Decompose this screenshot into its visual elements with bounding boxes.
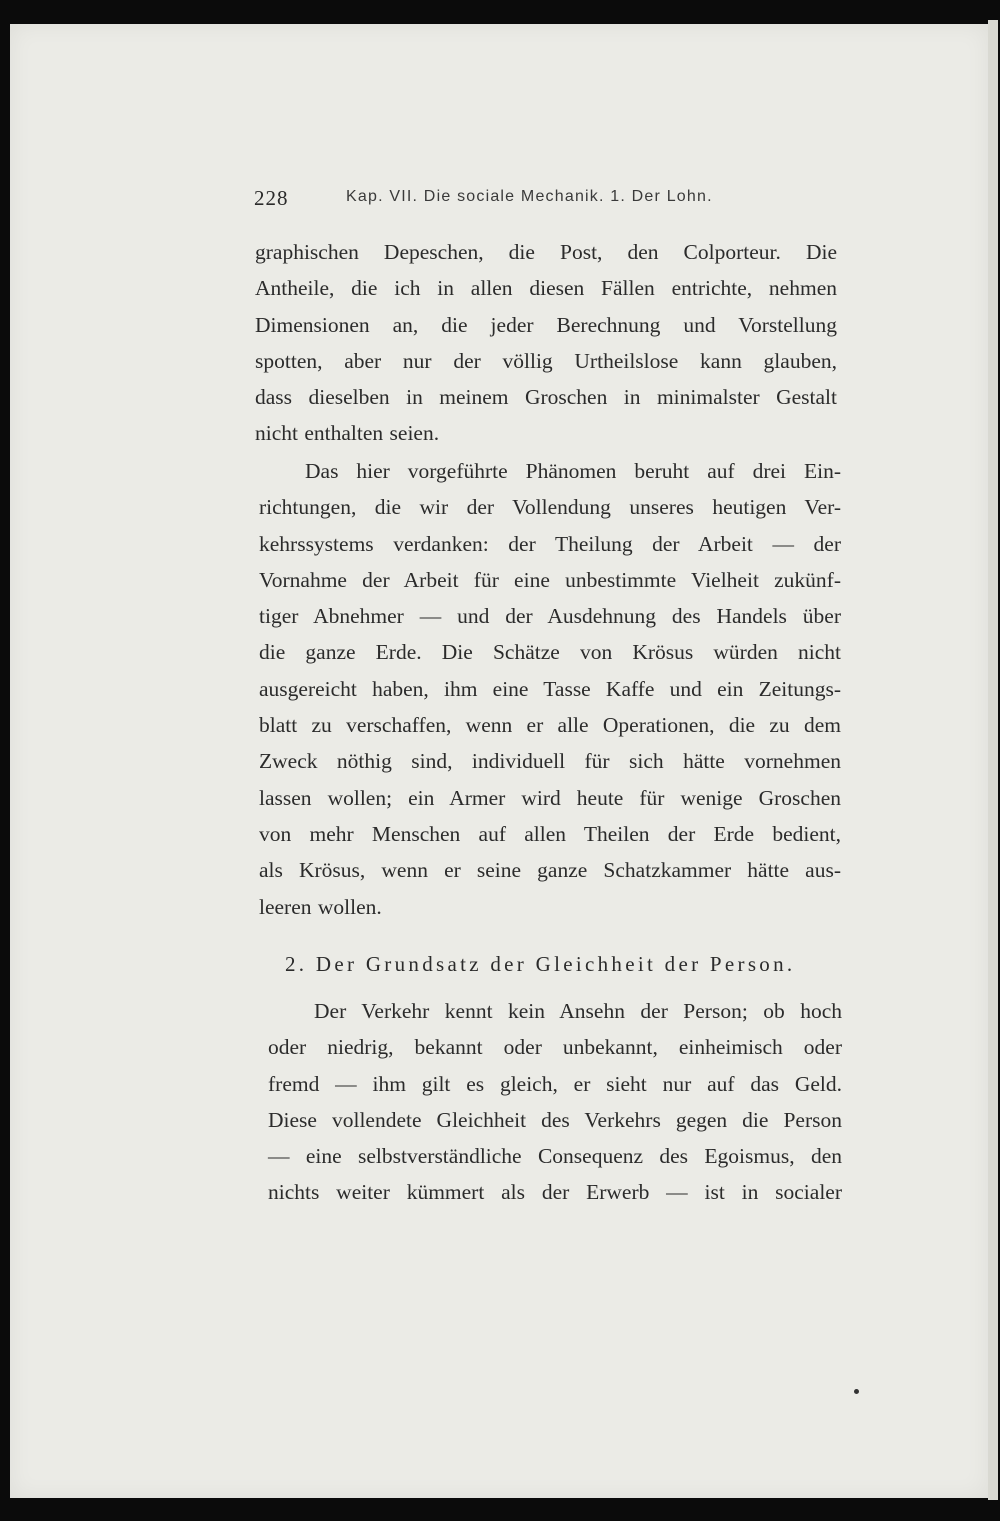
- text-line: Antheile, die ich in allen diesen Fällen entrichte, nehmen: [255, 276, 837, 301]
- text-line: fremd — ihm gilt es gleich, er sieht nur auf das Geld.: [268, 1071, 842, 1096]
- text-line: graphischen Depeschen, die Post, den Colporteur. Die: [255, 240, 837, 264]
- text-line: Zweck nöthig sind, individuell für sich hätte vornehmen: [259, 749, 841, 774]
- text-line: leeren wollen.: [259, 894, 382, 919]
- text-line: Vornahme der Arbeit für eine unbestimmte Vielheit zukünf-: [259, 567, 841, 592]
- text-line: — eine selbstverständliche Consequenz des Egoismus, den: [268, 1144, 842, 1169]
- section-heading: 2. Der Grundsatz der Gleichheit der Person.: [285, 952, 796, 976]
- text-line: die ganze Erde. Die Schätze von Krösus würden nicht: [259, 640, 841, 665]
- running-title: Kap. VII. Die sociale Mechanik. 1. Der Lohn.: [346, 188, 713, 205]
- text-line: tiger Abnehmer — und der Ausdehnung des Handels über: [259, 604, 841, 629]
- running-header: [254, 186, 844, 216]
- text-line: lassen wollen; ein Armer wird heute für wenige Groschen: [259, 785, 841, 810]
- text-line: Diese vollendete Gleichheit des Verkehrs gegen die Person: [268, 1107, 842, 1132]
- text-line: dass dieselben in meinem Groschen in minimalster Gestalt: [255, 385, 837, 410]
- text-line: ausgereicht haben, ihm eine Tasse Kaffe und ein Zeitungs-: [259, 676, 841, 701]
- paragraph-2: [259, 453, 841, 925]
- paragraph-3: [268, 993, 842, 1211]
- text-line: oder niedrig, bekannt oder unbekannt, einheimisch oder: [268, 1035, 842, 1060]
- text-line: Dimensionen an, die jeder Berechnung und Vorstellung: [255, 312, 837, 337]
- text-line: kehrssystems verdanken: der Theilung der Arbeit — der: [259, 531, 841, 556]
- paragraph-1: [255, 234, 837, 452]
- text-line: spotten, aber nur der völlig Urtheilslose kann glauben,: [255, 348, 837, 373]
- page-number: 228: [254, 186, 289, 210]
- text-line: als Krösus, wenn er seine ganze Schatzkammer hätte aus-: [259, 858, 841, 883]
- text-line: nichts weiter kümmert als der Erwerb — ist in socialer: [268, 1180, 842, 1205]
- text-line: richtungen, die wir der Vollendung unseres heutigen Ver-: [259, 495, 841, 520]
- next-page-edge: [988, 20, 998, 1500]
- scan-speck: [854, 1389, 859, 1394]
- text-line: nicht enthalten seien.: [255, 421, 440, 446]
- text-line: Der Verkehr kennt kein Ansehn der Person; ob hoch: [314, 999, 842, 1023]
- text-line: Das hier vorgeführte Phänomen beruht auf drei Ein-: [305, 459, 841, 483]
- text-line: von mehr Menschen auf allen Theilen der Erde bedient,: [259, 821, 841, 846]
- text-line: blatt zu verschaffen, wenn er alle Operationen, die zu dem: [259, 713, 841, 738]
